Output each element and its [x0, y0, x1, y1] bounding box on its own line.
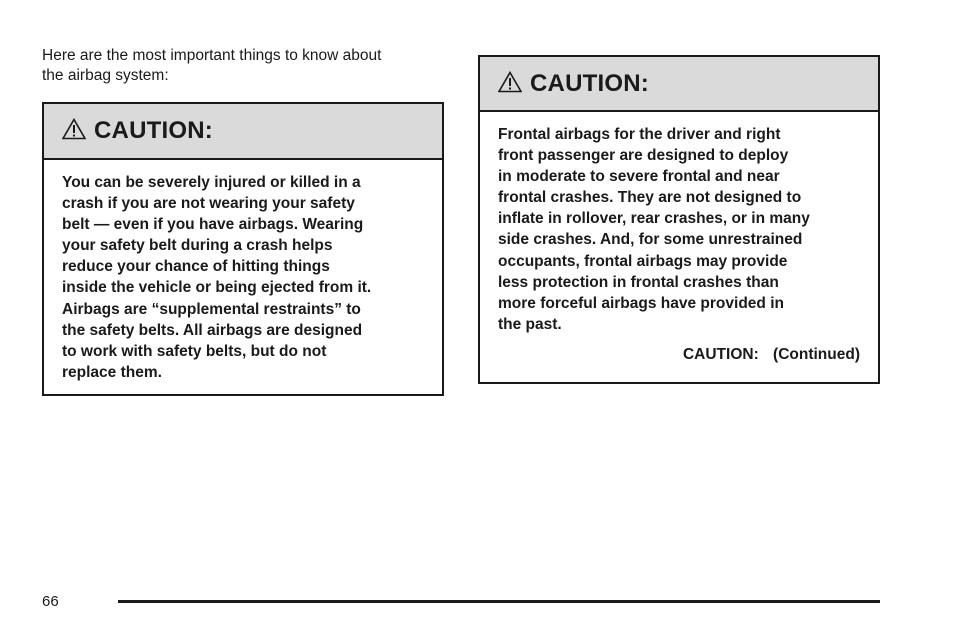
continued-label: CAUTION: (Continued) [682, 345, 860, 363]
caution-right-line: front passenger are designed to deploy [498, 147, 789, 165]
caution-title-left: CAUTION: [94, 117, 213, 144]
caution-left-line: crash if you are not wearing your safety [62, 195, 355, 213]
caution-body-left [44, 160, 442, 383]
warning-triangle-icon [498, 71, 522, 93]
intro-line-2: the airbag system: [42, 67, 169, 84]
caution-left-line: Airbags are “supplemental restraints” to [62, 300, 361, 318]
caution-left-line: the safety belts. All airbags are designed [62, 321, 363, 339]
caution-header-right [480, 57, 878, 112]
caution-header-left [44, 104, 442, 160]
caution-right-line: more forceful airbags have provided in [498, 294, 784, 312]
caution-title-right: CAUTION: [530, 69, 649, 97]
caution-left-line: to work with safety belts, but do not [62, 342, 327, 360]
caution-left-line: replace them. [62, 363, 162, 381]
caution-left-line: reduce your chance of hitting things [62, 258, 330, 276]
caution-left-line: your safety belt during a crash helps [62, 237, 333, 255]
caution-box-right [478, 55, 880, 384]
caution-right-line: side crashes. And, for some unrestrained [498, 231, 803, 249]
intro-paragraph [42, 46, 442, 86]
warning-triangle-icon [62, 118, 86, 140]
caution-right-line: Frontal airbags for the driver and right [498, 126, 781, 143]
caution-right-line: occupants, frontal airbags may provide [498, 252, 788, 270]
footer-rule [118, 600, 880, 603]
caution-right-line: the past. [498, 315, 562, 333]
caution-left-line: inside the vehicle or being ejected from it. [62, 279, 372, 297]
caution-right-line: less protection in frontal crashes than [498, 273, 779, 291]
caution-body-right [480, 112, 878, 365]
caution-right-line: frontal crashes. They are not designed to [498, 189, 802, 207]
caution-right-line: in moderate to severe frontal and near [498, 168, 780, 186]
caution-box-left [42, 102, 444, 396]
caution-right-line: inflate in rollover, rear crashes, or in many [498, 210, 810, 228]
caution-left-line: You can be severely injured or killed in a [62, 174, 361, 191]
caution-left-line: belt — even if you have airbags. Wearing [62, 216, 364, 234]
intro-line-1: Here are the most important things to know about [42, 47, 382, 64]
page-number: 66 [42, 593, 59, 610]
